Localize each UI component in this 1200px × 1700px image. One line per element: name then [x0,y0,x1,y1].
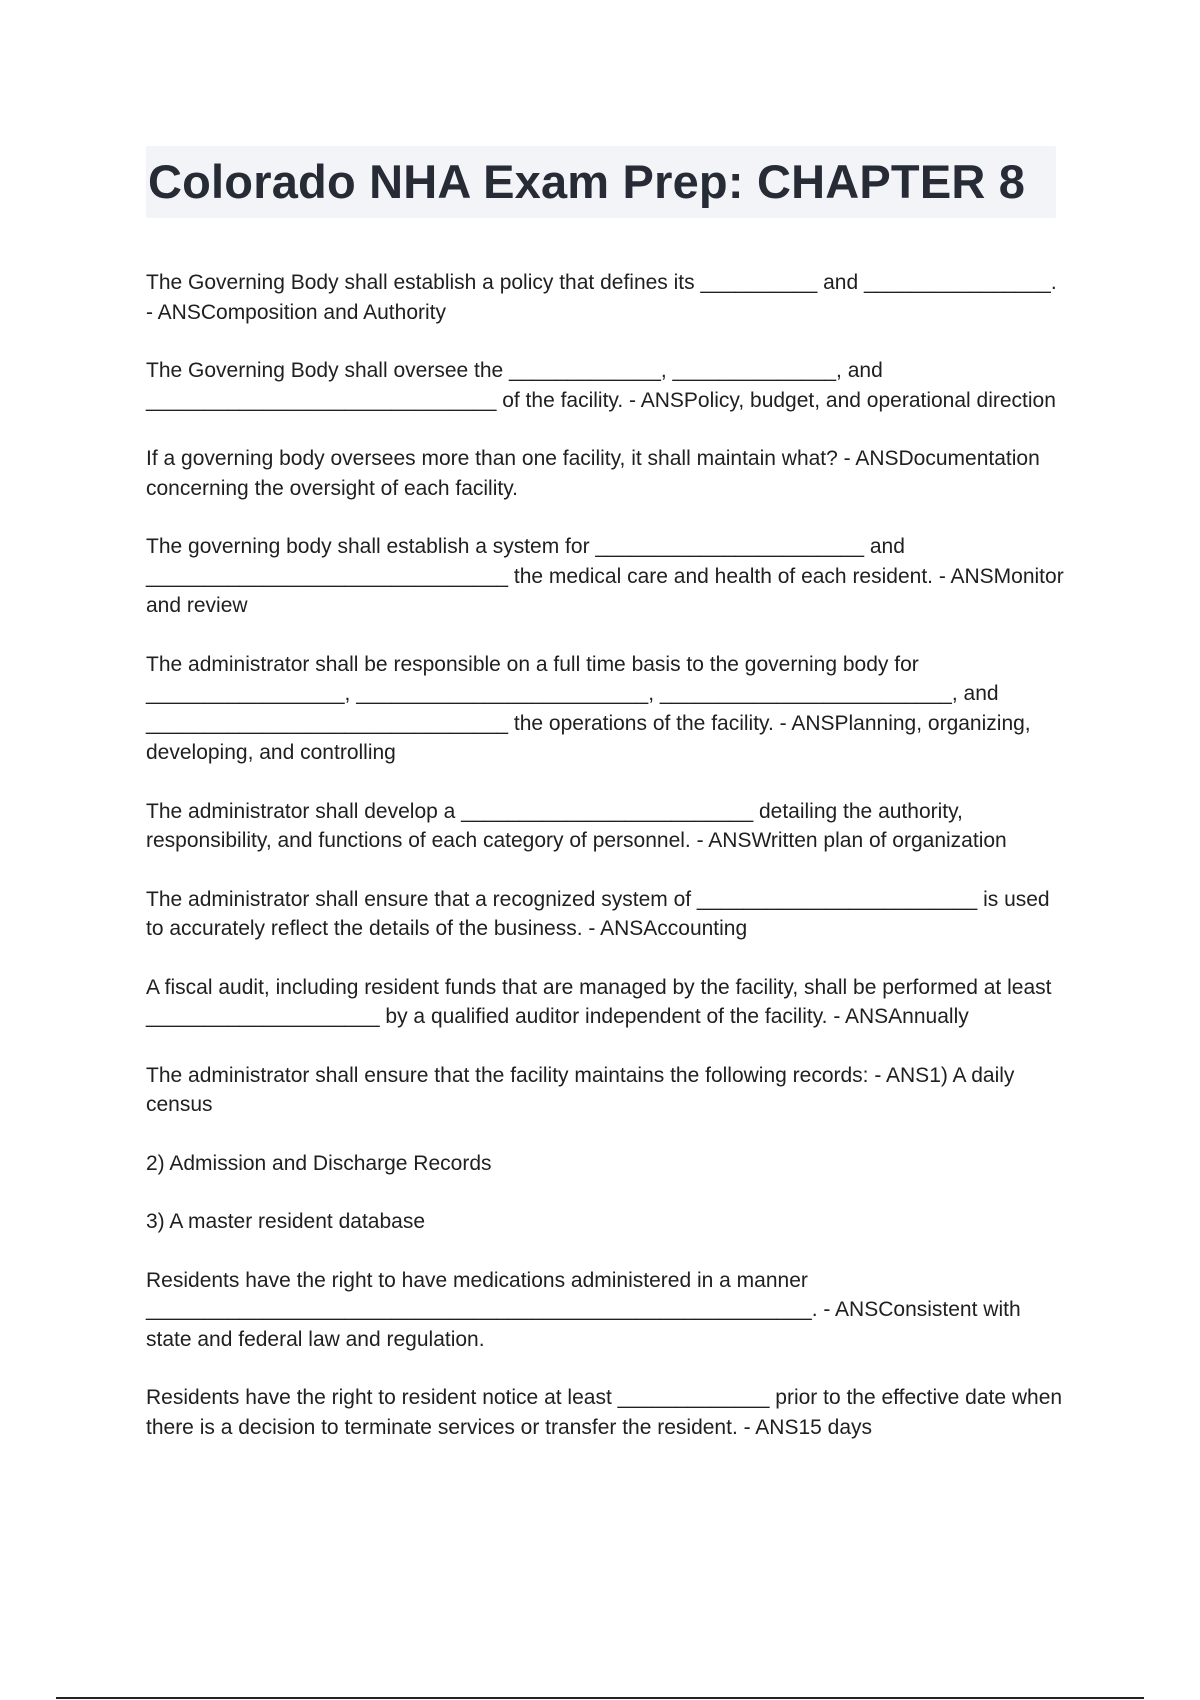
question-accounting: The administrator shall ensure that a recognized system of ________________________ is used to accurately reflect the details of the business. - ANSAccounting [146,887,1050,940]
question-monitor-review: The governing body shall establish a system for _______________________ and _______________________________ the medical care and health of each resident. - ANSMonitor and review [146,535,1064,617]
question-records: The administrator shall ensure that the facility maintains the following records: - ANS1) A daily census [146,1063,1015,1116]
question-resident-notice: Residents have the right to resident notice at least _____________ prior to the effective date when there is a decision to terminate services or transfer the resident. - ANS15 days [146,1386,1063,1439]
question-multiple-facilities: If a governing body oversees more than one facility, it shall maintain what? - ANSDocumentation concerning the oversight of each facility. [146,447,1040,500]
question-administrator-responsibility: The administrator shall be responsible on a full time basis to the governing body for _________________, _________________________, _________________________, and _______________________________ the operations of the facility. - ANSPlanning, organizing, developing, and controlling [146,652,1031,764]
question-fiscal-audit: A fiscal audit, including resident funds that are managed by the facility, shall be performed at least ____________________ by a qualified auditor independent of the facility. - ANSAnnually [146,975,1052,1028]
document-title: Colorado NHA Exam Prep: CHAPTER 8 [148,155,1026,208]
question-medications: Residents have the right to have medications administered in a manner _________________________________________________________. - ANSConsistent with state and federal law and regulation. [146,1268,1021,1351]
question-plan-of-organization: The administrator shall develop a _________________________ detailing the authority, responsibility, and functions of each category of personnel. - ANSWritten plan of organization [146,799,1007,852]
document-body [146,268,1066,1471]
question-governing-policy: The Governing Body shall establish a policy that defines its __________ and ________________. - ANSComposition and Authority [146,271,1057,324]
question-governing-oversee: The Governing Body shall oversee the _____________, ______________, and ______________________________ of the facility. - ANSPolicy, budget, and operational direction [146,359,1056,412]
page-bottom-divider [56,1697,1144,1699]
records-item-3: 3) A master resident database [146,1210,425,1233]
records-item-2: 2) Admission and Discharge Records [146,1151,492,1175]
